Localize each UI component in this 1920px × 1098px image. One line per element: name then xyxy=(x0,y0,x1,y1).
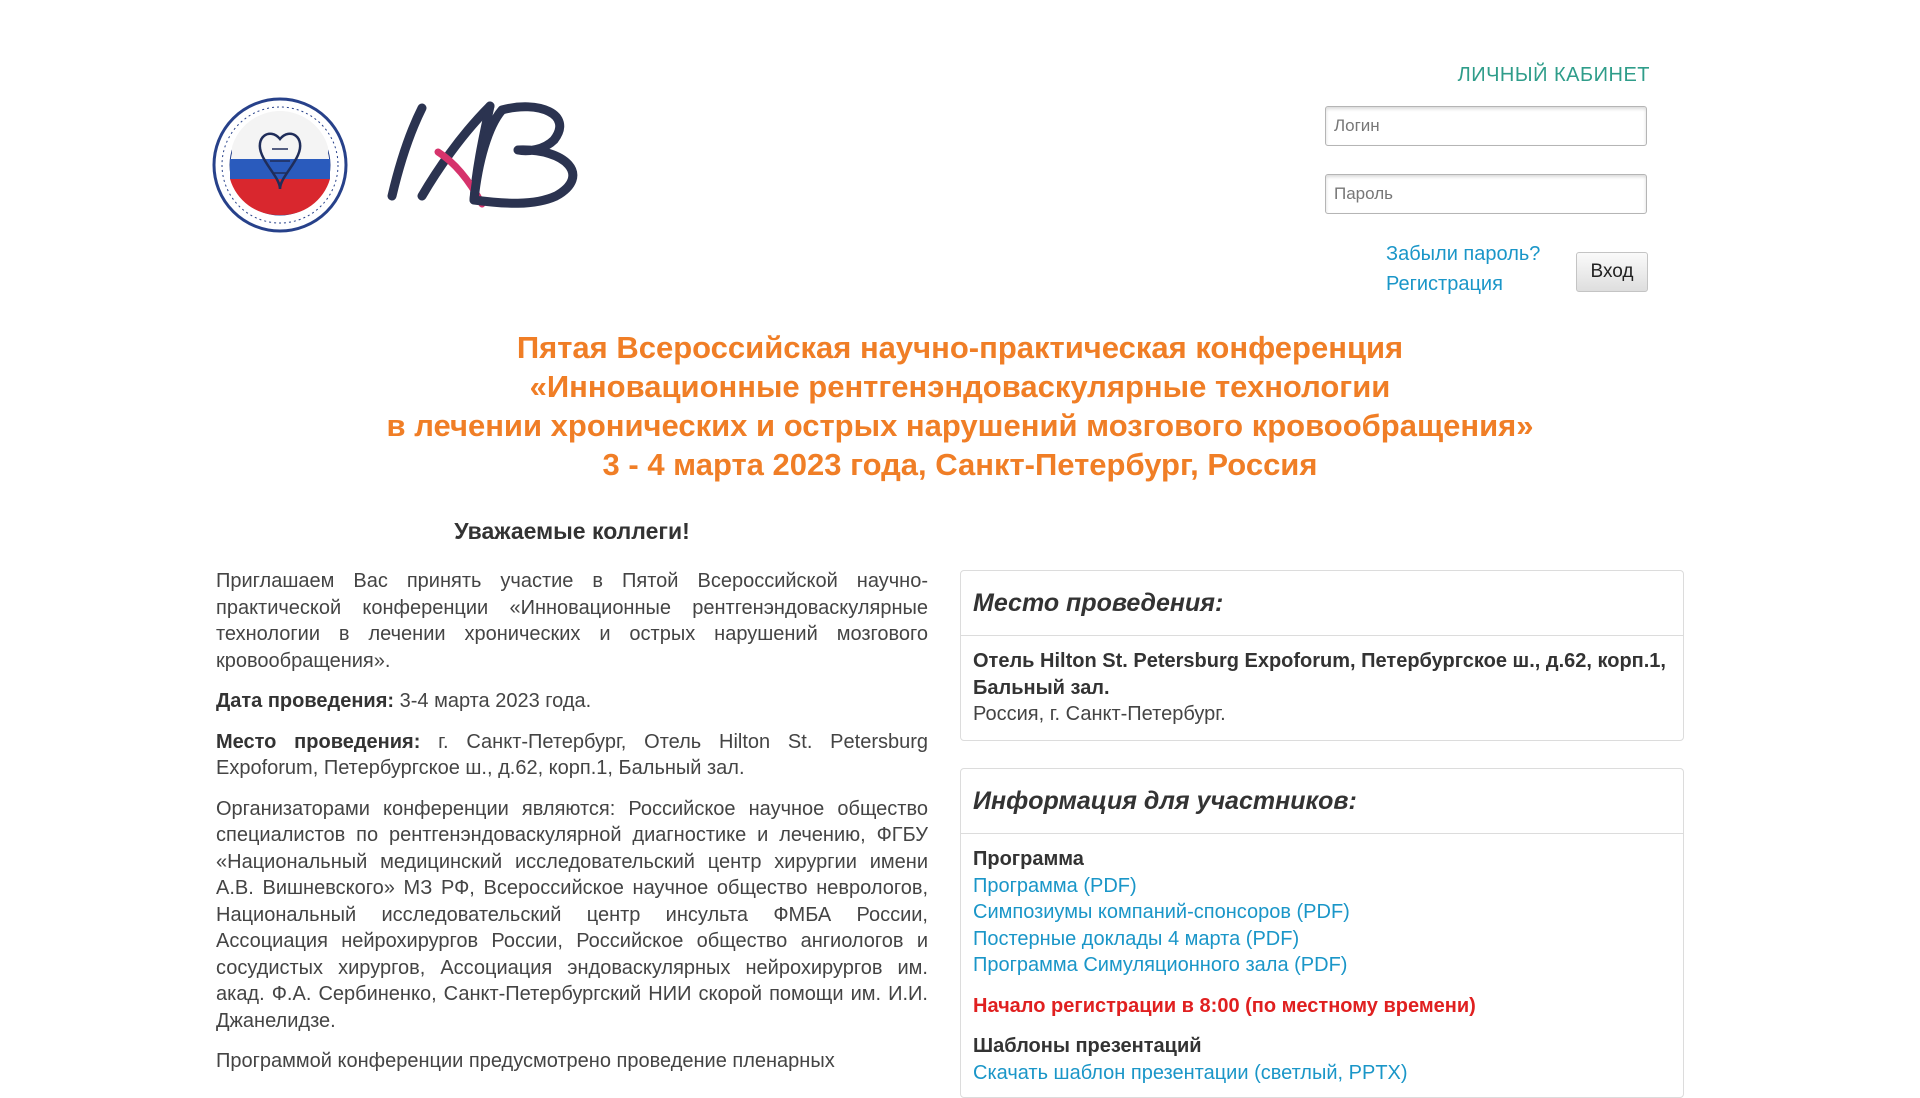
program-paragraph: Программой конференции предусмотрено проведение пленарных xyxy=(216,1050,835,1072)
password-input[interactable] xyxy=(1325,174,1647,214)
organizers-paragraph: Организаторами конференции являются: Российское научное общество специалистов по рентгенэндоваскулярной диагностике и лечению, ФГБУ «Национальный медицинский исследовательский центр хирургии имени А.В. Вишневского» МЗ РФ, Всероссийское научное общество неврологов, Национальный исследовательский центр инсульта ФМБА России, Ассоциация нейрохирургов России, Российское общество ангиологов и сосудистых хирургов, Ассоциация эндоваскулярных нейрохирургов им. акад. Ф.А. Сербиненко, Санкт-Петербургский НИИ скорой помощи им. И.И. Джанелидзе. xyxy=(216,797,928,1032)
templates-heading: Шаблоны презентаций xyxy=(973,1035,1202,1057)
venue-panel-body xyxy=(961,636,1683,740)
venue-city: Россия, г. Санкт-Петербург. xyxy=(973,703,1226,725)
venue-panel-title: Место проведения: xyxy=(961,571,1683,636)
forgot-password-link[interactable]: Забыли пароль? xyxy=(1386,243,1541,265)
iv-logo-mark xyxy=(378,92,598,222)
society-emblem-icon xyxy=(212,97,348,233)
headline-line: «Инновационные рентгенэндоваскулярные технологии xyxy=(529,369,1391,404)
conference-headline xyxy=(220,328,1700,484)
login-button[interactable]: Вход xyxy=(1576,252,1648,292)
simulation-hall-pdf-link[interactable]: Программа Симуляционного зала (PDF) xyxy=(973,954,1348,976)
participants-info-panel xyxy=(960,768,1684,1098)
program-heading: Программа xyxy=(973,848,1084,870)
venue-panel xyxy=(960,570,1684,741)
registration-notice: Начало регистрации в 8:00 (по местному времени) xyxy=(973,994,1476,1017)
personal-cabinet-title: ЛИЧНЫЙ КАБИНЕТ xyxy=(1457,64,1650,86)
sponsor-symposia-pdf-link[interactable]: Симпозиумы компаний-спонсоров (PDF) xyxy=(973,901,1350,923)
register-link[interactable]: Регистрация xyxy=(1386,273,1503,295)
headline-line: Пятая Всероссийская научно-практическая конференция xyxy=(516,330,1404,365)
headline-line: в лечении хронических и острых нарушений мозгового кровообращения» xyxy=(386,408,1534,443)
presentation-template-link[interactable]: Скачать шаблон презентации (светлый, PPTX) xyxy=(973,1061,1408,1084)
headline-dates: 3 - 4 марта 2023 года, Санкт-Петербург, Россия xyxy=(602,447,1318,482)
intro-paragraph: Приглашаем Вас принять участие в Пятой Всероссийской научно-практической конференции «Инновационные рентгенэндоваскулярные технологии в лечении хронических и острых нарушений мозгового кровообращения». xyxy=(216,570,928,672)
greeting-heading: Уважаемые коллеги! xyxy=(454,518,690,544)
date-value: 3-4 марта 2023 года. xyxy=(394,690,592,712)
venue-paragraph xyxy=(216,729,928,782)
venue-value: г. Санкт-Петербург, Отель Hilton St. Petersburg Expoforum, Петербургское ш., д.62, корп.1, Бальный зал. xyxy=(216,730,928,779)
intro-text xyxy=(216,568,928,1080)
login-input[interactable] xyxy=(1325,106,1647,146)
date-paragraph xyxy=(216,688,928,715)
poster-reports-pdf-link[interactable]: Постерные доклады 4 марта (PDF) xyxy=(973,927,1300,950)
info-panel-title: Информация для участников: xyxy=(961,769,1683,834)
venue-address: Отель Hilton St. Petersburg Expoforum, Петербургское ш., д.62, корп.1, Бальный зал. xyxy=(973,650,1666,699)
info-panel-body xyxy=(961,834,1683,1098)
date-label: Дата проведения: xyxy=(216,690,395,712)
program-pdf-link[interactable]: Программа (PDF) xyxy=(973,874,1137,897)
venue-label: Место проведения: xyxy=(216,730,421,753)
